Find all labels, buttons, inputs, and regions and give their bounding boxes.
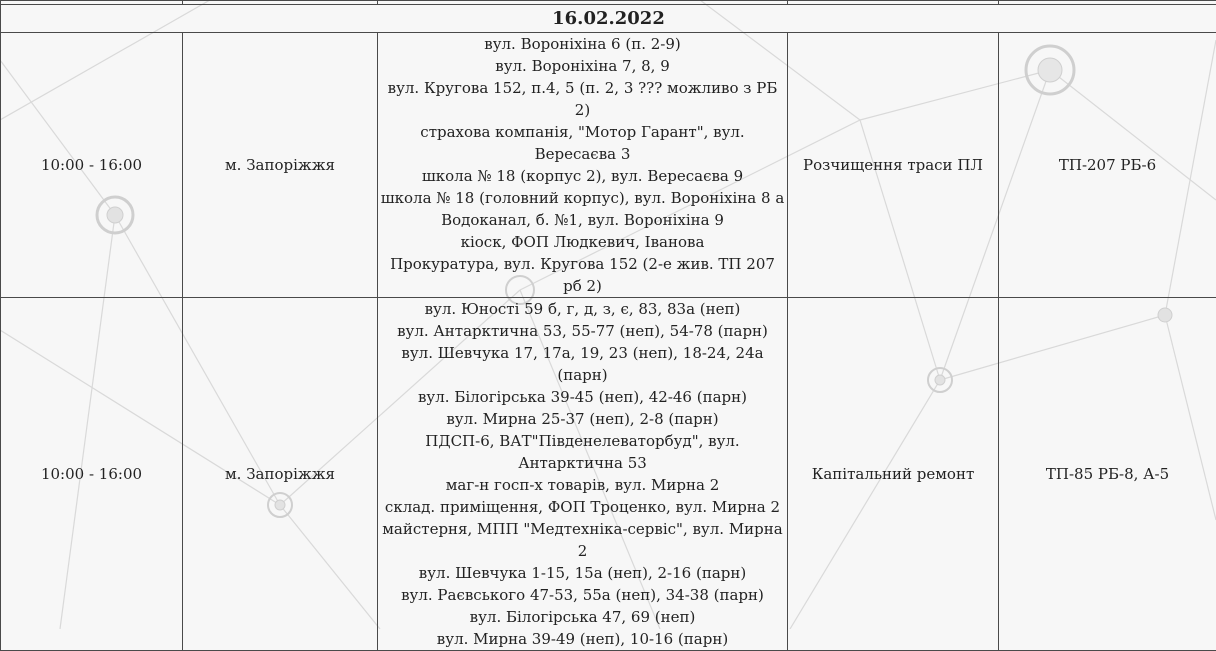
address-line: школа № 18 (головний корпус), вул. Вороніхіна 8 а [380,187,785,209]
date-header: 16.02.2022 [1,5,1216,33]
address-line: школа № 18 (корпус 2), вул. Вересаєва 9 [380,165,785,187]
address-line: вул. Шевчука 1-15, 15а (неп), 2-16 (парн) [380,562,785,584]
city-cell: м. Запоріжжя [183,298,378,651]
address-line: вул. Вороніхіна 6 (п. 2-9) [380,33,785,55]
time-cell: 10:00 - 16:00 [1,33,183,298]
address-line: вул. Вороніхіна 7, 8, 9 [380,55,785,77]
substation-cell: ТП-207 РБ-6 [999,33,1216,298]
address-line: ПДСП-6, ВАТ"Південелеваторбуд", вул. Антарктична 53 [380,430,785,474]
address-line: вул. Антарктична 53, 55-77 (неп), 54-78 (парн) [380,320,785,342]
reason-cell: Розчищення траси ПЛ [788,33,999,298]
address-line: вул. Білогірська 39-45 (неп), 42-46 (парн) [380,386,785,408]
address-line: майстерня, МПП "Медтехніка-сервіс", вул. Мирна 2 [380,518,785,562]
address-line: вул. Юності 59 б, г, д, з, є, 83, 83а (неп) [380,298,785,320]
address-line: вул. Шевчука 17, 17а, 19, 23 (неп), 18-24, 24а (парн) [380,342,785,386]
address-line: вул. Кругова 152, п.4, 5 (п. 2, 3 ??? можливо з РБ 2) [380,77,785,121]
table-row [1,33,1216,298]
address-line: страхова компанія, "Мотор Гарант", вул. Вересаєва 3 [380,121,785,165]
addresses-cell [378,33,788,298]
address-line: Прокуратура, вул. Кругова 152 (2-е жив. ТП 207 рб 2) [380,253,785,297]
address-line: вул. Білогірська 47, 69 (неп) [380,606,785,628]
address-line: склад. приміщення, ФОП Троценко, вул. Мирна 2 [380,496,785,518]
address-line: Водоканал, б. №1, вул. Вороніхіна 9 [380,209,785,231]
table-row [1,298,1216,651]
address-line: вул. Мирна 39-49 (неп), 10-16 (парн) [380,628,785,650]
date-header-row [1,5,1216,33]
reason-cell: Капітальний ремонт [788,298,999,651]
address-line: маг-н госп-х товарів, вул. Мирна 2 [380,474,785,496]
address-line: вул. Мирна 25-37 (неп), 2-8 (парн) [380,408,785,430]
address-line: кіоск, ФОП Людкевич, Іванова [380,231,785,253]
address-line: вул. Раєвського 47-53, 55а (неп), 34-38 (парн) [380,584,785,606]
time-cell: 10:00 - 16:00 [1,298,183,651]
addresses-cell [378,298,788,651]
substation-cell: ТП-85 РБ-8, А-5 [999,298,1216,651]
city-cell: м. Запоріжжя [183,33,378,298]
